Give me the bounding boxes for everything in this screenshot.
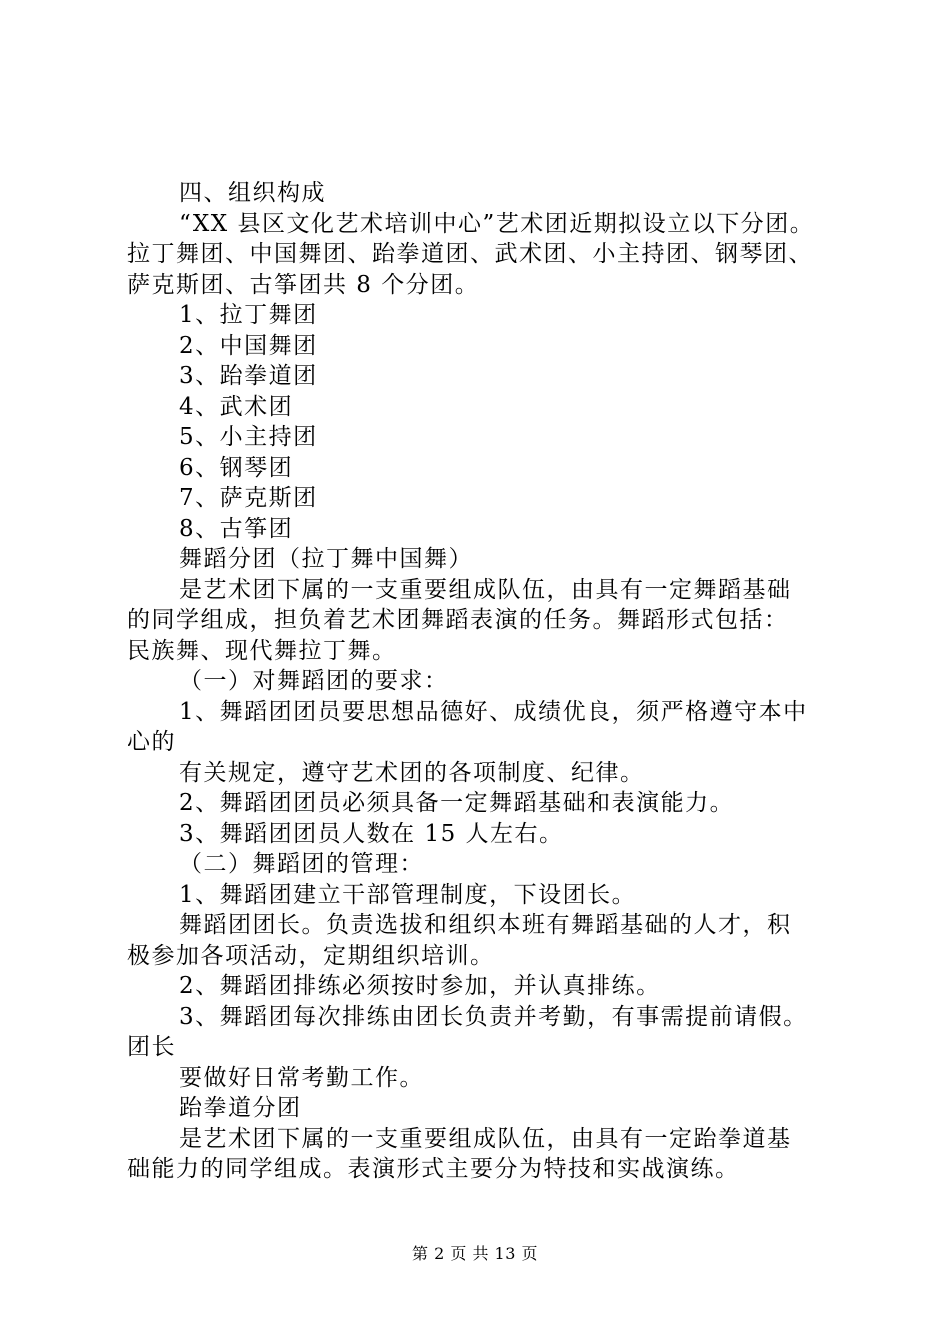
paragraph-line: 1、舞蹈团团员要思想品德好、成绩优良，须严格遵守本中 bbox=[179, 698, 808, 725]
paragraph-line: 6、钢琴团 bbox=[179, 454, 294, 481]
paragraph-line: 拉丁舞团、中国舞团、跆拳道团、武术团、小主持团、钢琴团、 bbox=[127, 241, 813, 267]
paragraph-line: 极参加各项活动，定期组织培训。 bbox=[127, 942, 495, 969]
paragraph-line: 2、舞蹈团团员必须具备一定舞蹈基础和表演能力。 bbox=[179, 790, 735, 816]
paragraph-line: 2、中国舞团 bbox=[179, 332, 318, 359]
paragraph-line: 3、舞蹈团每次排练由团长负责并考勤，有事需提前请假。 bbox=[179, 1003, 808, 1030]
paragraph-line: 要做好日常考勤工作。 bbox=[179, 1064, 424, 1091]
paragraph-line: 民族舞、现代舞拉丁舞。 bbox=[127, 637, 397, 664]
paragraph-line: 是艺术团下属的一支重要组成队伍，由具有一定跆拳道基 bbox=[179, 1125, 792, 1152]
paragraph-line: 舞蹈团团长。负责选拔和组织本班有舞蹈基础的人才，积 bbox=[179, 912, 792, 938]
paragraph-line: 1、拉丁舞团 bbox=[179, 302, 318, 328]
paragraph-line: 3、跆拳道团 bbox=[179, 363, 318, 389]
paragraph-line: 础能力的同学组成。表演形式主要分为特技和实战演练。 bbox=[127, 1156, 740, 1182]
paragraph-line: 7、萨克斯团 bbox=[179, 485, 318, 511]
paragraph-line: “XX 县区文化艺术培训中心”艺术团近期拟设立以下分团。 bbox=[179, 210, 815, 237]
document-body bbox=[127, 178, 837, 1185]
paragraph-line: 1、舞蹈团建立干部管理制度，下设团长。 bbox=[179, 881, 637, 908]
paragraph-line: 4、武术团 bbox=[179, 393, 294, 420]
paragraph-line: 团长 bbox=[127, 1034, 176, 1060]
paragraph-line: 2、舞蹈团排练必须按时参加，并认真排练。 bbox=[179, 973, 661, 999]
paragraph-line: 四、组织构成 bbox=[179, 180, 326, 206]
paragraph-line: 是艺术团下属的一支重要组成队伍，由具有一定舞蹈基础 bbox=[179, 576, 792, 603]
paragraph-line: 5、小主持团 bbox=[179, 424, 318, 450]
paragraph-line: 3、舞蹈团团员人数在 15 人左右。 bbox=[179, 820, 564, 847]
paragraph-line: 跆拳道分团 bbox=[179, 1095, 302, 1121]
paragraph-line: 心的 bbox=[127, 729, 176, 755]
paragraph-line: 的同学组成，担负着艺术团舞蹈表演的任务。舞蹈形式包括： bbox=[127, 607, 789, 633]
paragraph-line: 8、古筝团 bbox=[179, 515, 294, 542]
paragraph-line: （二）舞蹈团的管理： bbox=[179, 851, 424, 877]
paragraph-line: （一）对舞蹈团的要求： bbox=[179, 668, 449, 694]
page-footer: 第 2 页 共 13 页 bbox=[412, 1244, 538, 1263]
paragraph-line: 舞蹈分团（拉丁舞中国舞） bbox=[179, 546, 473, 572]
paragraph-line: 萨克斯团、古筝团共 8 个分团。 bbox=[127, 271, 480, 298]
paragraph-line: 有关规定，遵守艺术团的各项制度、纪律。 bbox=[179, 759, 645, 786]
